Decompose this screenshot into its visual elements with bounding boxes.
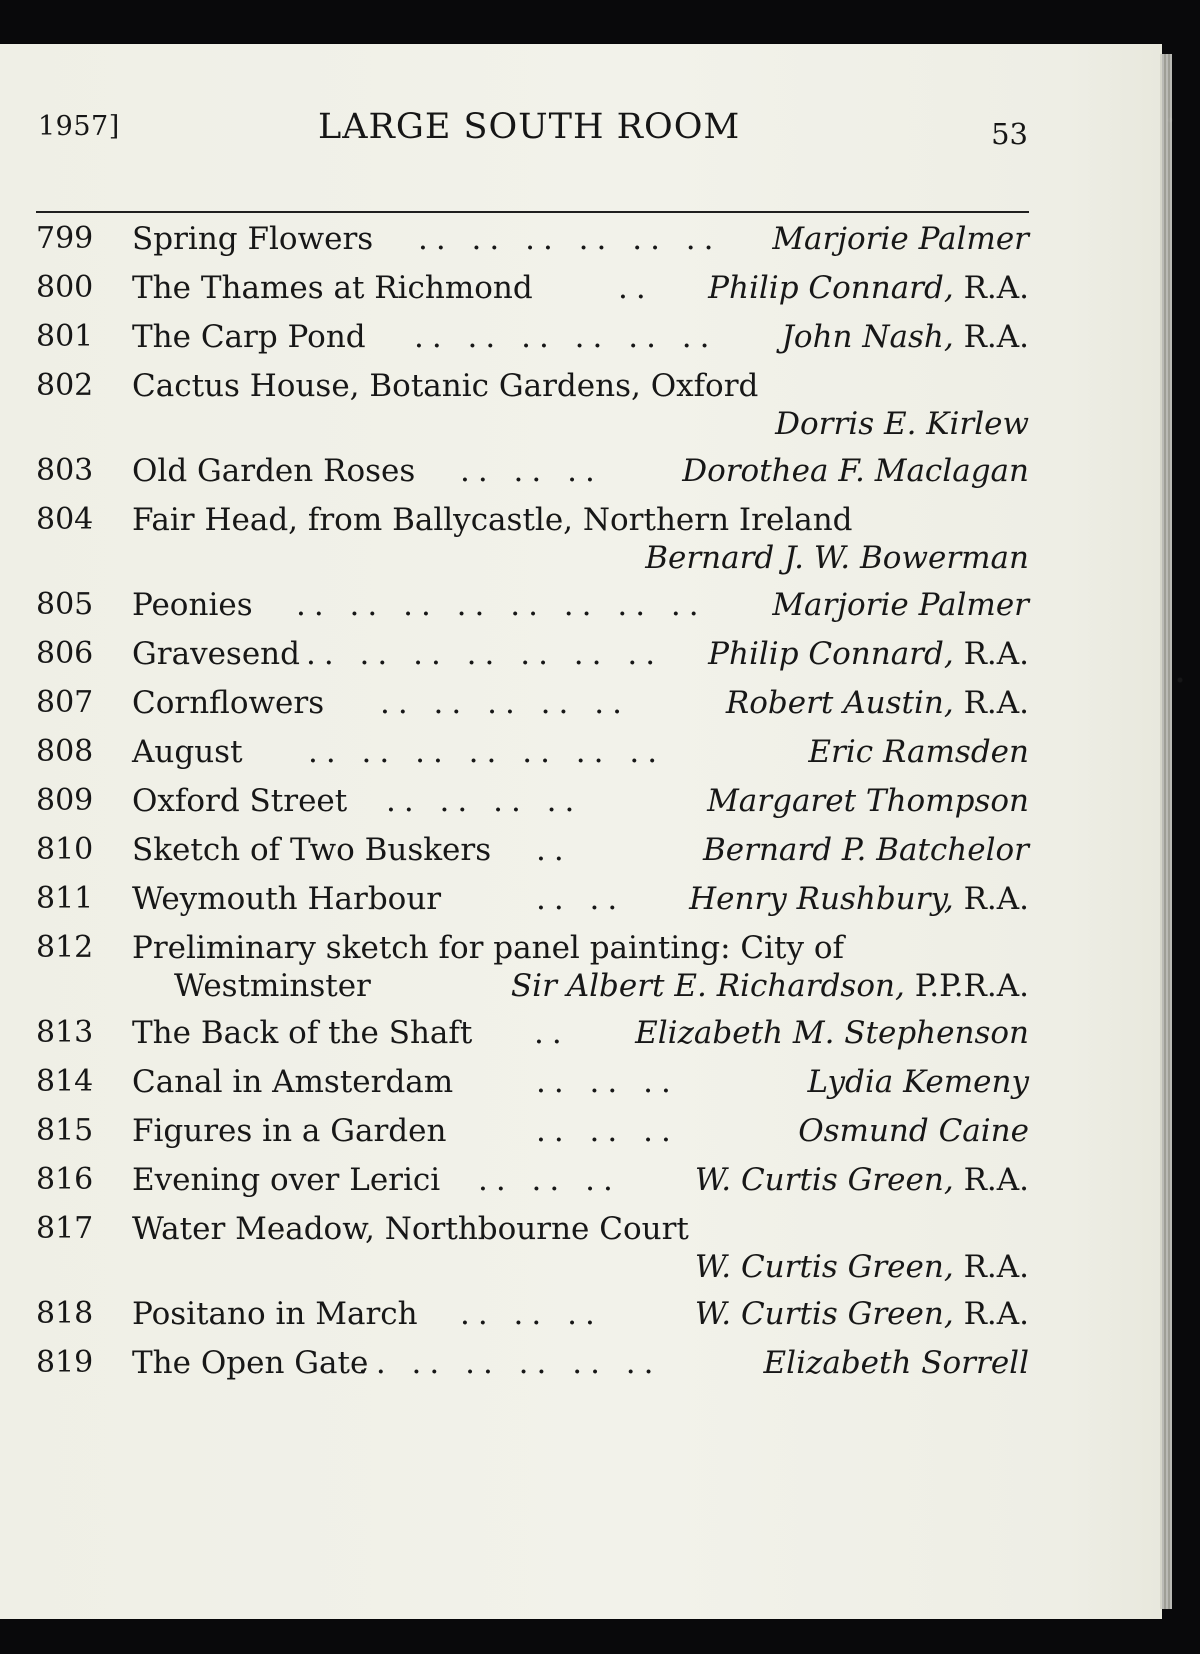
artist-suffix: R.A.	[963, 319, 1029, 355]
entry-number: 819	[36, 1345, 94, 1380]
entry-artist	[764, 1344, 1029, 1382]
artist-suffix: R.A.	[963, 270, 1029, 306]
leader-dots: ..	[536, 832, 572, 868]
entry-artist	[511, 967, 1029, 1005]
entry-title: Old Garden Roses	[132, 453, 416, 489]
entry-artist	[798, 1112, 1029, 1150]
leader-dots: .. .. ..	[460, 1296, 603, 1332]
catalog-entry	[36, 367, 1031, 452]
entry-title: Figures in a Garden	[132, 1113, 447, 1149]
entry-artist	[708, 635, 1029, 673]
artist-name: Eric Ramsden	[808, 734, 1029, 770]
artist-name: W. Curtis Green,	[694, 1162, 954, 1198]
artist-name: Marjorie Palmer	[772, 587, 1029, 623]
entry-title: Cornflowers	[132, 685, 325, 721]
entry-number: 800	[36, 270, 94, 305]
entry-number: 801	[36, 319, 94, 354]
entry-title: Fair Head, from Ballycastle, Northern Ireland	[132, 502, 853, 538]
artist-name: Elizabeth Sorrell	[763, 1345, 1029, 1381]
entry-title: Oxford Street	[132, 783, 348, 819]
catalog-entry	[36, 831, 1031, 880]
entry-title: August	[132, 734, 243, 770]
leader-dots: ..	[534, 1015, 570, 1051]
entry-number: 808	[36, 734, 94, 769]
artist-name: W. Curtis Green,	[694, 1249, 954, 1285]
artist-name: Margaret Thompson	[707, 783, 1029, 819]
entry-title: Cactus House, Botanic Gardens, Oxford	[132, 368, 759, 404]
artist-suffix: P.P.R.A.	[914, 968, 1029, 1004]
leader-dots: .. .. ..	[536, 1064, 679, 1100]
entry-artist	[689, 880, 1029, 918]
entry-number: 807	[36, 685, 94, 720]
leader-dots: .. ..	[536, 881, 626, 917]
entry-number: 809	[36, 783, 94, 818]
entry-number: 813	[36, 1015, 94, 1050]
artist-name: Bernard J. W. Bowerman	[645, 540, 1029, 576]
artist-name: Philip Connard,	[708, 270, 954, 306]
header-rule	[36, 211, 1029, 213]
catalog-entry	[36, 1210, 1031, 1295]
entry-number: 803	[36, 453, 94, 488]
catalog-entry	[36, 501, 1031, 586]
artist-suffix: R.A.	[963, 1162, 1029, 1198]
page-year: 1957]	[38, 111, 120, 142]
artist-name: Marjorie Palmer	[772, 221, 1029, 257]
artist-name: John Nash,	[781, 319, 954, 355]
leader-dots: .. .. .. .. .. .. .. ..	[296, 587, 707, 623]
catalog-entry	[36, 220, 1031, 269]
entry-number: 802	[36, 368, 94, 403]
catalog-entry	[36, 782, 1031, 831]
page-number: 53	[991, 117, 1028, 151]
entry-artist	[645, 539, 1029, 577]
catalog-entry	[36, 1344, 1031, 1393]
entry-number: 817	[36, 1211, 94, 1246]
entry-number: 804	[36, 502, 94, 537]
entry-title: The Open Gate	[132, 1345, 369, 1381]
entry-artist	[772, 220, 1029, 258]
entry-number: 810	[36, 832, 94, 867]
entry-number: 815	[36, 1113, 94, 1148]
entry-title: Spring Flowers	[132, 221, 374, 257]
leader-dots: .. .. .. .. .. ..	[358, 1345, 662, 1381]
artist-name: Dorris E. Kirlew	[775, 406, 1029, 442]
catalog-entry	[36, 880, 1031, 929]
artist-name: W. Curtis Green,	[694, 1296, 954, 1332]
leader-dots: ..	[618, 270, 654, 306]
artist-name: Bernard P. Batchelor	[703, 832, 1029, 868]
entry-title: Evening over Lerici	[132, 1162, 441, 1198]
catalog-entry	[36, 269, 1031, 318]
entry-artist	[682, 452, 1029, 490]
leader-dots: .. .. ..	[536, 1113, 679, 1149]
entry-number: 806	[36, 636, 94, 671]
entry-artist	[695, 1248, 1029, 1286]
artist-name: Philip Connard,	[708, 636, 954, 672]
catalog-entry	[36, 929, 1031, 1014]
catalog-entry	[36, 684, 1031, 733]
leader-dots: .. .. .. .. .. ..	[414, 319, 718, 355]
leader-dots: .. .. ..	[460, 453, 603, 489]
leader-dots: .. .. .. .. .. .. ..	[306, 636, 664, 672]
entry-artist	[703, 831, 1029, 869]
entry-artist	[781, 318, 1029, 356]
artist-suffix: R.A.	[963, 881, 1029, 917]
entry-title: The Thames at Richmond	[132, 270, 533, 306]
entry-title: Sketch of Two Buskers	[132, 832, 492, 868]
leader-dots: .. .. .. .. ..	[380, 685, 630, 721]
leader-dots: .. .. .. ..	[386, 783, 583, 819]
entry-artist	[772, 586, 1029, 624]
entry-title: The Back of the Shaft	[132, 1015, 473, 1051]
artist-name: Lydia Kemeny	[807, 1064, 1029, 1100]
entry-artist	[775, 405, 1029, 443]
entry-artist	[708, 269, 1029, 307]
artist-name: Sir Albert E. Richardson,	[510, 968, 905, 1004]
entry-title-continued: Westminster	[174, 968, 371, 1004]
catalog-entry	[36, 452, 1031, 501]
catalog-entry	[36, 733, 1031, 782]
entry-artist	[726, 684, 1029, 722]
entry-title: Canal in Amsterdam	[132, 1064, 454, 1100]
entry-title: Positano in March	[132, 1296, 418, 1332]
catalog-entry	[36, 1295, 1031, 1344]
artist-name: Osmund Caine	[798, 1113, 1029, 1149]
artist-suffix: R.A.	[963, 636, 1029, 672]
artist-name: Robert Austin,	[725, 685, 954, 721]
catalog-entry	[36, 1161, 1031, 1210]
page-header	[38, 101, 1028, 151]
catalog-list	[36, 220, 1031, 1393]
entry-number: 811	[36, 881, 94, 916]
catalog-entry	[36, 318, 1031, 367]
entry-title: Peonies	[132, 587, 253, 623]
leader-dots: .. .. .. .. .. .. ..	[308, 734, 666, 770]
entry-title: Preliminary sketch for panel painting: City of	[132, 930, 844, 966]
entry-number: 799	[36, 221, 94, 256]
page-edge	[1160, 54, 1172, 1609]
entry-title: Weymouth Harbour	[132, 881, 442, 917]
entry-artist	[695, 1295, 1029, 1333]
catalog-entry	[36, 1112, 1031, 1161]
entry-title: The Carp Pond	[132, 319, 366, 355]
artist-name: Elizabeth M. Stephenson	[635, 1015, 1029, 1051]
entry-number: 816	[36, 1162, 94, 1197]
entry-number: 818	[36, 1296, 94, 1331]
room-title: LARGE SOUTH ROOM	[318, 107, 741, 147]
catalog-entry	[36, 586, 1031, 635]
entry-artist	[808, 733, 1029, 771]
entry-title: Gravesend	[132, 636, 300, 672]
entry-artist	[707, 782, 1029, 820]
entry-title: Water Meadow, Northbourne Court	[132, 1211, 689, 1247]
artist-suffix: R.A.	[963, 685, 1029, 721]
artist-name: Dorothea F. Maclagan	[682, 453, 1029, 489]
catalog-entry	[36, 1014, 1031, 1063]
entry-artist	[695, 1161, 1029, 1199]
artist-suffix: R.A.	[963, 1249, 1029, 1285]
entry-artist	[635, 1014, 1029, 1052]
artist-name: Henry Rushbury,	[689, 881, 954, 917]
catalog-entry	[36, 635, 1031, 684]
entry-number: 814	[36, 1064, 94, 1099]
catalog-entry	[36, 1063, 1031, 1112]
leader-dots: .. .. ..	[478, 1162, 621, 1198]
entry-number: 812	[36, 930, 94, 965]
entry-number: 805	[36, 587, 94, 622]
artist-suffix: R.A.	[963, 1296, 1029, 1332]
leader-dots: .. .. .. .. .. ..	[418, 221, 722, 257]
entry-artist	[807, 1063, 1029, 1101]
